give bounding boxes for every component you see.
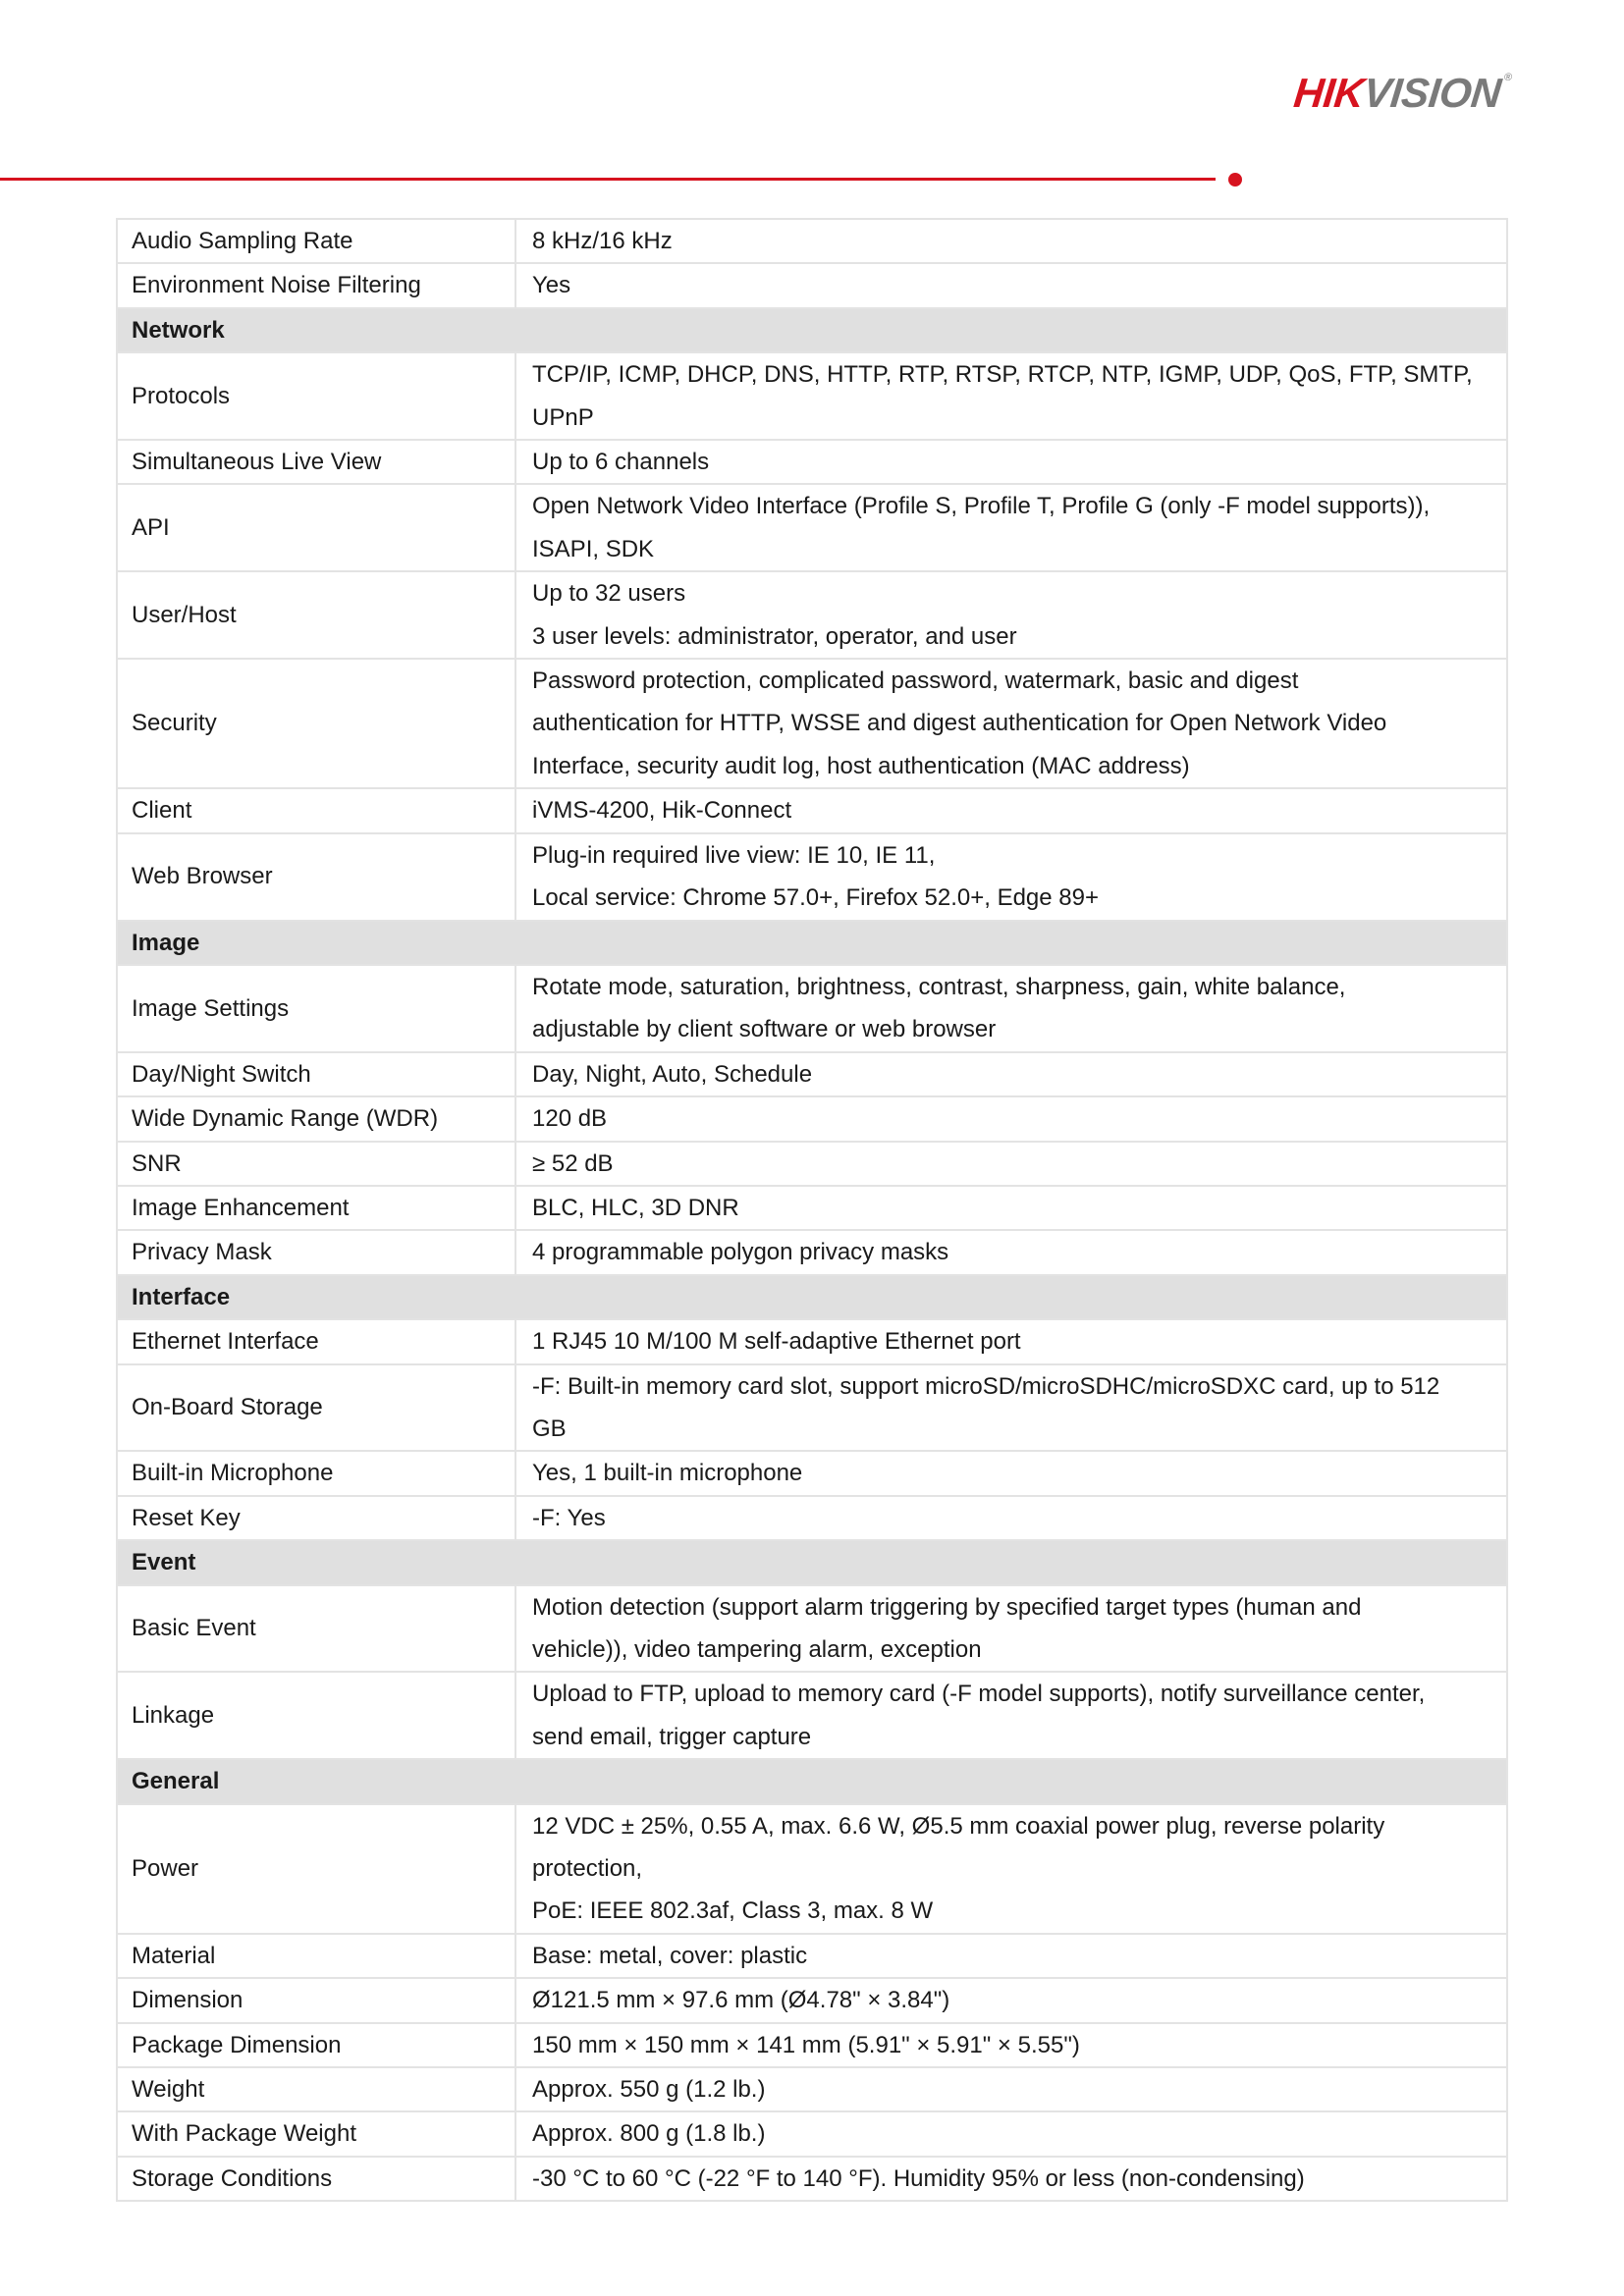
spec-row (117, 1496, 1507, 1540)
spec-label: On-Board Storage (117, 1364, 515, 1452)
spec-value-line: BLC, HLC, 3D DNR (532, 1194, 739, 1221)
spec-value-line: 1 RJ45 10 M/100 M self-adaptive Ethernet port (532, 1328, 1021, 1356)
spec-value-line: Motion detection (support alarm triggering by specified target types (human and (532, 1593, 1362, 1621)
spec-row (117, 1052, 1507, 1096)
section-title: Network (117, 308, 1507, 352)
spec-value-line: Approx. 550 g (1.2 lb.) (532, 2076, 766, 2104)
spec-label: Image Settings (117, 965, 515, 1052)
header-rule-dot-icon (1228, 173, 1242, 187)
spec-row (117, 1451, 1507, 1495)
spec-label: Storage Conditions (117, 2157, 515, 2201)
spec-value (515, 484, 1507, 571)
spec-value-line: Upload to FTP, upload to memory card (-F model supports), notify surveillance center, (532, 1681, 1426, 1708)
spec-label: Built-in Microphone (117, 1451, 515, 1495)
section-title: Event (117, 1540, 1507, 1584)
spec-value-line: 150 mm × 150 mm × 141 mm (5.91" × 5.91" × 5.55") (532, 2031, 1080, 2058)
spec-value (515, 1672, 1507, 1759)
spec-value-line: Plug-in required live view: IE 10, IE 11, (532, 841, 936, 869)
spec-value (515, 1934, 1507, 1978)
header-rule (0, 178, 1216, 181)
spec-label: Dimension (117, 1978, 515, 2022)
specification-table-body (117, 219, 1507, 2201)
spec-value (515, 440, 1507, 484)
spec-row (117, 1142, 1507, 1186)
spec-value-line: Local service: Chrome 57.0+, Firefox 52.0+, Edge 89+ (532, 884, 1099, 912)
spec-label: Web Browser (117, 833, 515, 921)
hikvision-logo (1291, 70, 1513, 116)
spec-row (117, 1934, 1507, 1978)
section-header-row (117, 308, 1507, 352)
spec-value (515, 1978, 1507, 2022)
spec-label: Basic Event (117, 1585, 515, 1673)
spec-row (117, 2111, 1507, 2156)
spec-value-line: Up to 6 channels (532, 449, 710, 476)
spec-value-line: Approx. 800 g (1.8 lb.) (532, 2120, 766, 2148)
spec-row (117, 263, 1507, 307)
spec-row (117, 1096, 1507, 1141)
spec-value-line: TCP/IP, ICMP, DHCP, DNS, HTTP, RTP, RTSP, RTCP, NTP, IGMP, UDP, QoS, FTP, SMTP, (532, 361, 1473, 389)
spec-value-line: adjustable by client software or web browser (532, 1016, 997, 1043)
spec-value-line: vehicle)), video tampering alarm, exception (532, 1636, 982, 1663)
spec-label: Audio Sampling Rate (117, 219, 515, 263)
spec-value (515, 1052, 1507, 1096)
spec-label: Protocols (117, 352, 515, 440)
spec-value (515, 1319, 1507, 1363)
section-header-row (117, 1275, 1507, 1319)
spec-value-line: -F: Yes (532, 1504, 606, 1531)
spec-value-line: Rotate mode, saturation, brightness, contrast, sharpness, gain, white balance, (532, 973, 1346, 1000)
spec-row (117, 484, 1507, 571)
spec-value (515, 833, 1507, 921)
spec-label: Environment Noise Filtering (117, 263, 515, 307)
spec-row (117, 1585, 1507, 1673)
spec-value (515, 2111, 1507, 2156)
spec-value-line: Up to 32 users (532, 580, 686, 608)
spec-value-line: 8 kHz/16 kHz (532, 228, 673, 254)
spec-value-line: 12 VDC ± 25%, 0.55 A, max. 6.6 W, Ø5.5 mm coaxial power plug, reverse polarity (532, 1812, 1385, 1840)
section-title: Interface (117, 1275, 1507, 1319)
spec-row (117, 440, 1507, 484)
spec-value-line: Base: metal, cover: plastic (532, 1942, 808, 1969)
section-header-row (117, 1759, 1507, 1803)
spec-label: Material (117, 1934, 515, 1978)
section-title: Image (117, 921, 1507, 965)
spec-value (515, 1585, 1507, 1673)
registered-mark: ® (1503, 72, 1513, 83)
spec-row (117, 1186, 1507, 1230)
spec-label: Reset Key (117, 1496, 515, 1540)
spec-value (515, 1804, 1507, 1934)
spec-value-line: ≥ 52 dB (532, 1149, 614, 1177)
spec-row (117, 833, 1507, 921)
spec-row (117, 1364, 1507, 1452)
spec-value-line: authentication for HTTP, WSSE and digest authentication for Open Network Video (532, 710, 1387, 737)
spec-value-line: iVMS-4200, Hik-Connect (532, 797, 792, 825)
spec-value (515, 263, 1507, 307)
section-header-row (117, 1540, 1507, 1584)
spec-value-line: PoE: IEEE 802.3af, Class 3, max. 8 W (532, 1897, 934, 1925)
spec-value (515, 1451, 1507, 1495)
spec-label: SNR (117, 1142, 515, 1186)
section-header-row (117, 921, 1507, 965)
spec-value (515, 1142, 1507, 1186)
spec-value-line: protection, (532, 1855, 643, 1883)
spec-label: Security (117, 659, 515, 788)
spec-value-line: -F: Built-in memory card slot, support microSD/microSDHC/microSDXC card, up to 512 (532, 1372, 1440, 1400)
specification-table (116, 218, 1508, 2202)
spec-value-line: Open Network Video Interface (Profile S, Profile T, Profile G (only -F model supports)), (532, 493, 1431, 520)
spec-row (117, 571, 1507, 659)
spec-value (515, 219, 1507, 263)
logo-text-vision: VISION (1361, 70, 1503, 116)
spec-label: Linkage (117, 1672, 515, 1759)
spec-label: Ethernet Interface (117, 1319, 515, 1363)
spec-value (515, 2157, 1507, 2201)
spec-value-line: 4 programmable polygon privacy masks (532, 1239, 949, 1266)
spec-label: With Package Weight (117, 2111, 515, 2156)
spec-row (117, 1230, 1507, 1274)
section-title: General (117, 1759, 1507, 1803)
spec-row (117, 2157, 1507, 2201)
spec-value (515, 1496, 1507, 1540)
spec-value (515, 788, 1507, 832)
spec-value-line: Password protection, complicated password, watermark, basic and digest (532, 667, 1299, 695)
spec-row (117, 2023, 1507, 2067)
spec-label: Package Dimension (117, 2023, 515, 2067)
spec-label: Privacy Mask (117, 1230, 515, 1274)
spec-value-line: send email, trigger capture (532, 1723, 812, 1750)
spec-value-line: ISAPI, SDK (532, 535, 655, 562)
spec-value-line: 120 dB (532, 1105, 608, 1133)
spec-value-line: UPnP (532, 403, 594, 431)
spec-label: User/Host (117, 571, 515, 659)
spec-label: Power (117, 1804, 515, 1934)
spec-value-line: Ø121.5 mm × 97.6 mm (Ø4.78" × 3.84") (532, 1987, 950, 2014)
spec-value (515, 1230, 1507, 1274)
spec-label: Weight (117, 2067, 515, 2111)
spec-row (117, 1319, 1507, 1363)
spec-value (515, 2023, 1507, 2067)
spec-value-line: Interface, security audit log, host authentication (MAC address) (532, 752, 1190, 779)
spec-row (117, 219, 1507, 263)
spec-row (117, 965, 1507, 1052)
spec-value (515, 1096, 1507, 1141)
spec-value (515, 2067, 1507, 2111)
spec-row (117, 2067, 1507, 2111)
spec-row (117, 1672, 1507, 1759)
spec-value-line: 3 user levels: administrator, operator, and user (532, 622, 1017, 650)
spec-label: Client (117, 788, 515, 832)
spec-label: Simultaneous Live View (117, 440, 515, 484)
spec-label: Image Enhancement (117, 1186, 515, 1230)
spec-row (117, 659, 1507, 788)
spec-label: Day/Night Switch (117, 1052, 515, 1096)
spec-value (515, 571, 1507, 659)
spec-value-line: Yes (532, 272, 571, 299)
spec-value-line: Day, Night, Auto, Schedule (532, 1060, 813, 1088)
spec-row (117, 788, 1507, 832)
spec-row (117, 352, 1507, 440)
spec-value (515, 965, 1507, 1052)
spec-value-line: -30 °C to 60 °C (-22 °F to 140 °F). Humidity 95% or less (non-condensing) (532, 2164, 1305, 2192)
spec-value (515, 659, 1507, 788)
spec-value-line: Yes, 1 built-in microphone (532, 1460, 803, 1487)
spec-row (117, 1978, 1507, 2022)
spec-value (515, 352, 1507, 440)
logo-text-hik: HIK (1291, 70, 1367, 116)
spec-row (117, 1804, 1507, 1934)
spec-value (515, 1364, 1507, 1452)
spec-value-line: GB (532, 1415, 567, 1442)
spec-label: Wide Dynamic Range (WDR) (117, 1096, 515, 1141)
spec-value (515, 1186, 1507, 1230)
spec-label: API (117, 484, 515, 571)
